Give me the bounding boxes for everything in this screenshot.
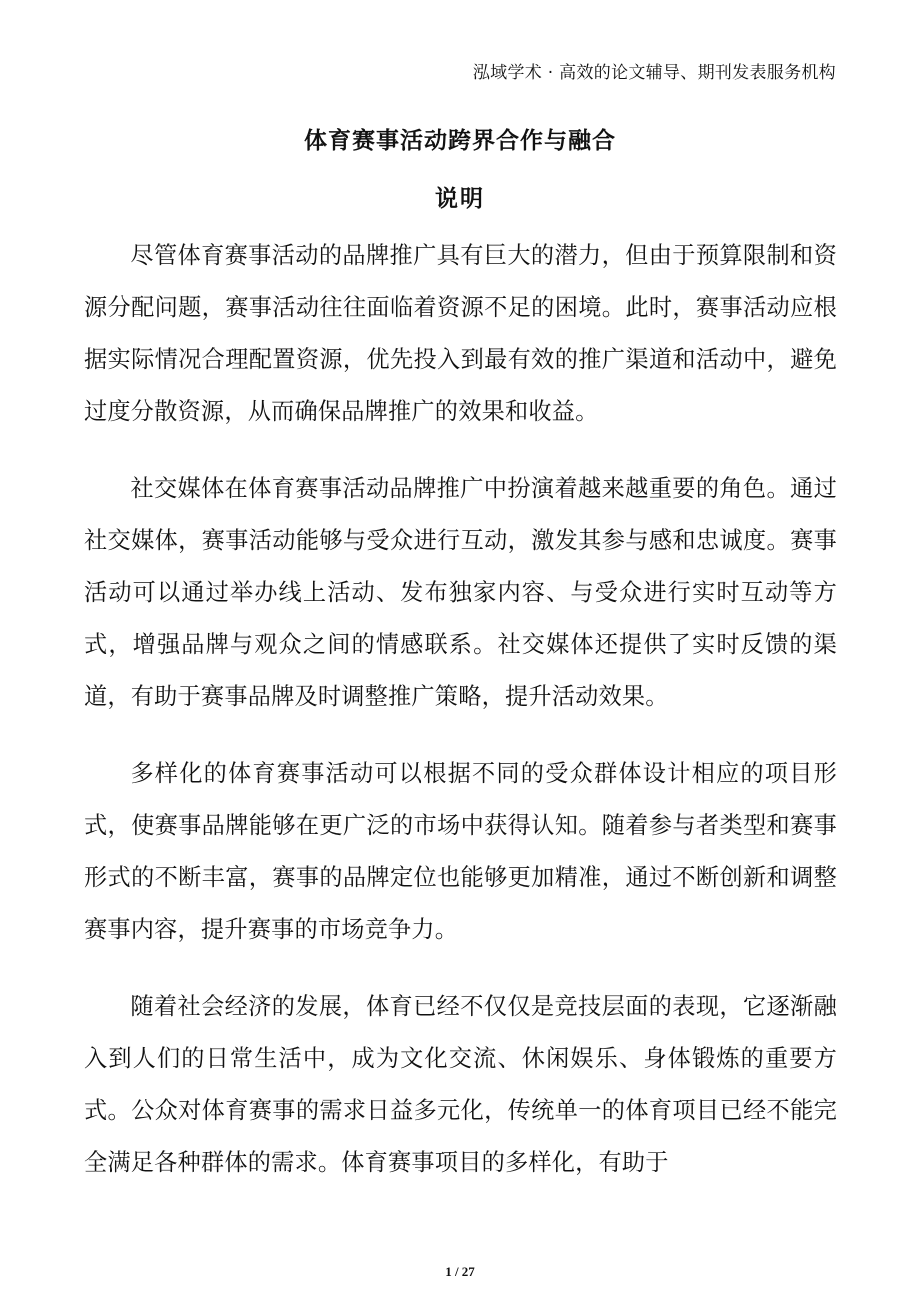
section-heading: 说明: [435, 186, 485, 212]
paragraph: 尽管体育赛事活动的品牌推广具有巨大的潜力，但由于预算限制和资源分配问题，赛事活动往往面临着资源不足的困境。此时，赛事活动应根据实际情况合理配置资源，优先投入到最有效的推广渠道和活动中，避免过度分散资源，从而确保品牌推广的效果和收益。: [84, 242, 837, 425]
paragraph: 多样化的体育赛事活动可以根据不同的受众群体设计相应的项目形式，使赛事品牌能够在更广泛的市场中获得认知。随着参与者类型和赛事形式的不断丰富，赛事的品牌定位也能够更加精准，通过不断创新和调整赛事内容，提升赛事的市场竞争力。: [84, 760, 837, 943]
page-header: 泓域学术 · 高效的论文辅导、期刊发表服务机构: [472, 63, 836, 83]
document-title: 体育赛事活动跨界合作与融合: [304, 128, 616, 154]
document-body: [84, 230, 837, 1214]
page-number: 1 / 27: [445, 1264, 475, 1279]
paragraph: 随着社会经济的发展，体育已经不仅仅是竞技层面的表现，它逐渐融入到人们的日常生活中，成为文化交流、休闲娱乐、身体锻炼的重要方式。公众对体育赛事的需求日益多元化，传统单一的体育项目已经不能完全满足各种群体的需求。体育赛事项目的多样化，有助于: [84, 993, 837, 1176]
paragraph: 社交媒体在体育赛事活动品牌推广中扮演着越来越重要的角色。通过社交媒体，赛事活动能够与受众进行互动，激发其参与感和忠诚度。赛事活动可以通过举办线上活动、发布独家内容、与受众进行实时互动等方式，增强品牌与观众之间的情感联系。社交媒体还提供了实时反馈的渠道，有助于赛事品牌及时调整推广策略，提升活动效果。: [84, 475, 837, 710]
